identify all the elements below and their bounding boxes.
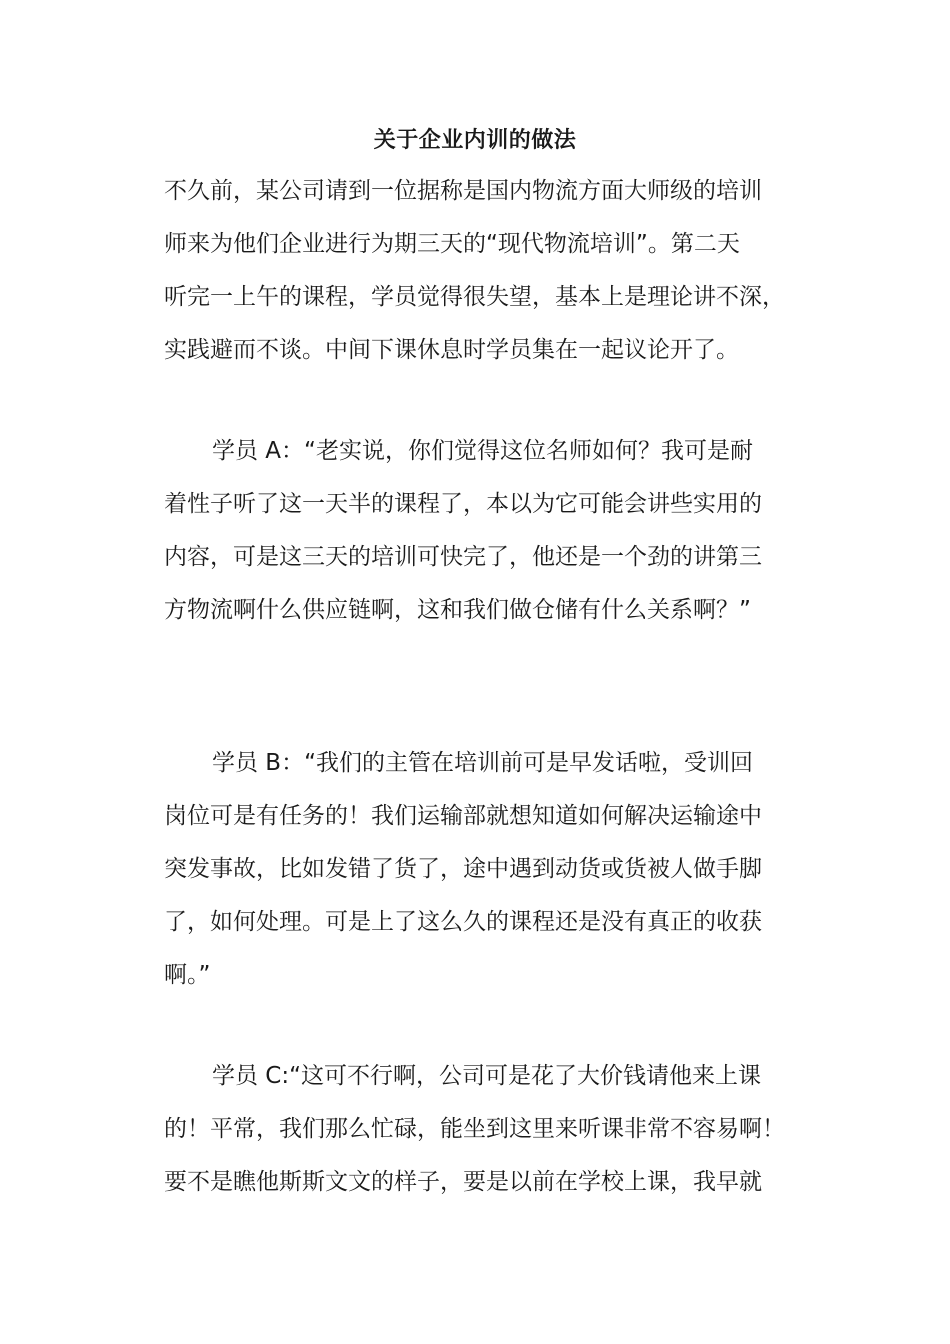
paragraph-line: 师来为他们企业进行为期三天的“现代物流培训”。第二天	[164, 231, 740, 257]
document-title: 关于企业内训的做法	[373, 128, 577, 153]
paragraph-line: 学员 B：“我们的主管在培训前可是早发话啦，受训回	[212, 750, 754, 776]
paragraph-line: 啊。”	[164, 962, 211, 988]
paragraph-line: 学员 A：“老实说，你们觉得这位名师如何？我可是耐	[212, 438, 753, 464]
paragraph-line: 的！平常，我们那么忙碌，能坐到这里来听课非常不容易啊！	[164, 1116, 785, 1142]
paragraph-line: 内容，可是这三天的培训可快完了，他还是一个劲的讲第三	[164, 544, 762, 570]
paragraph-student-a	[164, 425, 762, 637]
paragraph-intro	[164, 165, 785, 377]
paragraph-line: 岗位可是有任务的！我们运输部就想知道如何解决运输途中	[164, 803, 762, 829]
paragraph-line: 着性子听了这一天半的课程了，本以为它可能会讲些实用的	[164, 491, 762, 517]
paragraph-line: 学员 C:“这可不行啊，公司可是花了大价钱请他来上课	[212, 1063, 762, 1089]
paragraph-student-b	[164, 737, 762, 1002]
paragraph-line: 实践避而不谈。中间下课休息时学员集在一起议论开了。	[164, 337, 739, 363]
paragraph-line: 听完一上午的课程，学员觉得很失望，基本上是理论讲不深，	[164, 284, 785, 310]
paragraph-line: 方物流啊什么供应链啊，这和我们做仓储有什么关系啊？”	[164, 597, 751, 623]
paragraph-line: 突发事故，比如发错了货了，途中遇到动货或货被人做手脚	[164, 856, 762, 882]
paragraph-line: 要不是瞧他斯斯文文的样子，要是以前在学校上课，我早就	[164, 1169, 762, 1195]
paragraph-line: 不久前，某公司请到一位据称是国内物流方面大师级的培训	[164, 178, 762, 204]
paragraph-line: 了，如何处理。可是上了这么久的课程还是没有真正的收获	[164, 909, 762, 935]
paragraph-student-c	[164, 1050, 785, 1209]
